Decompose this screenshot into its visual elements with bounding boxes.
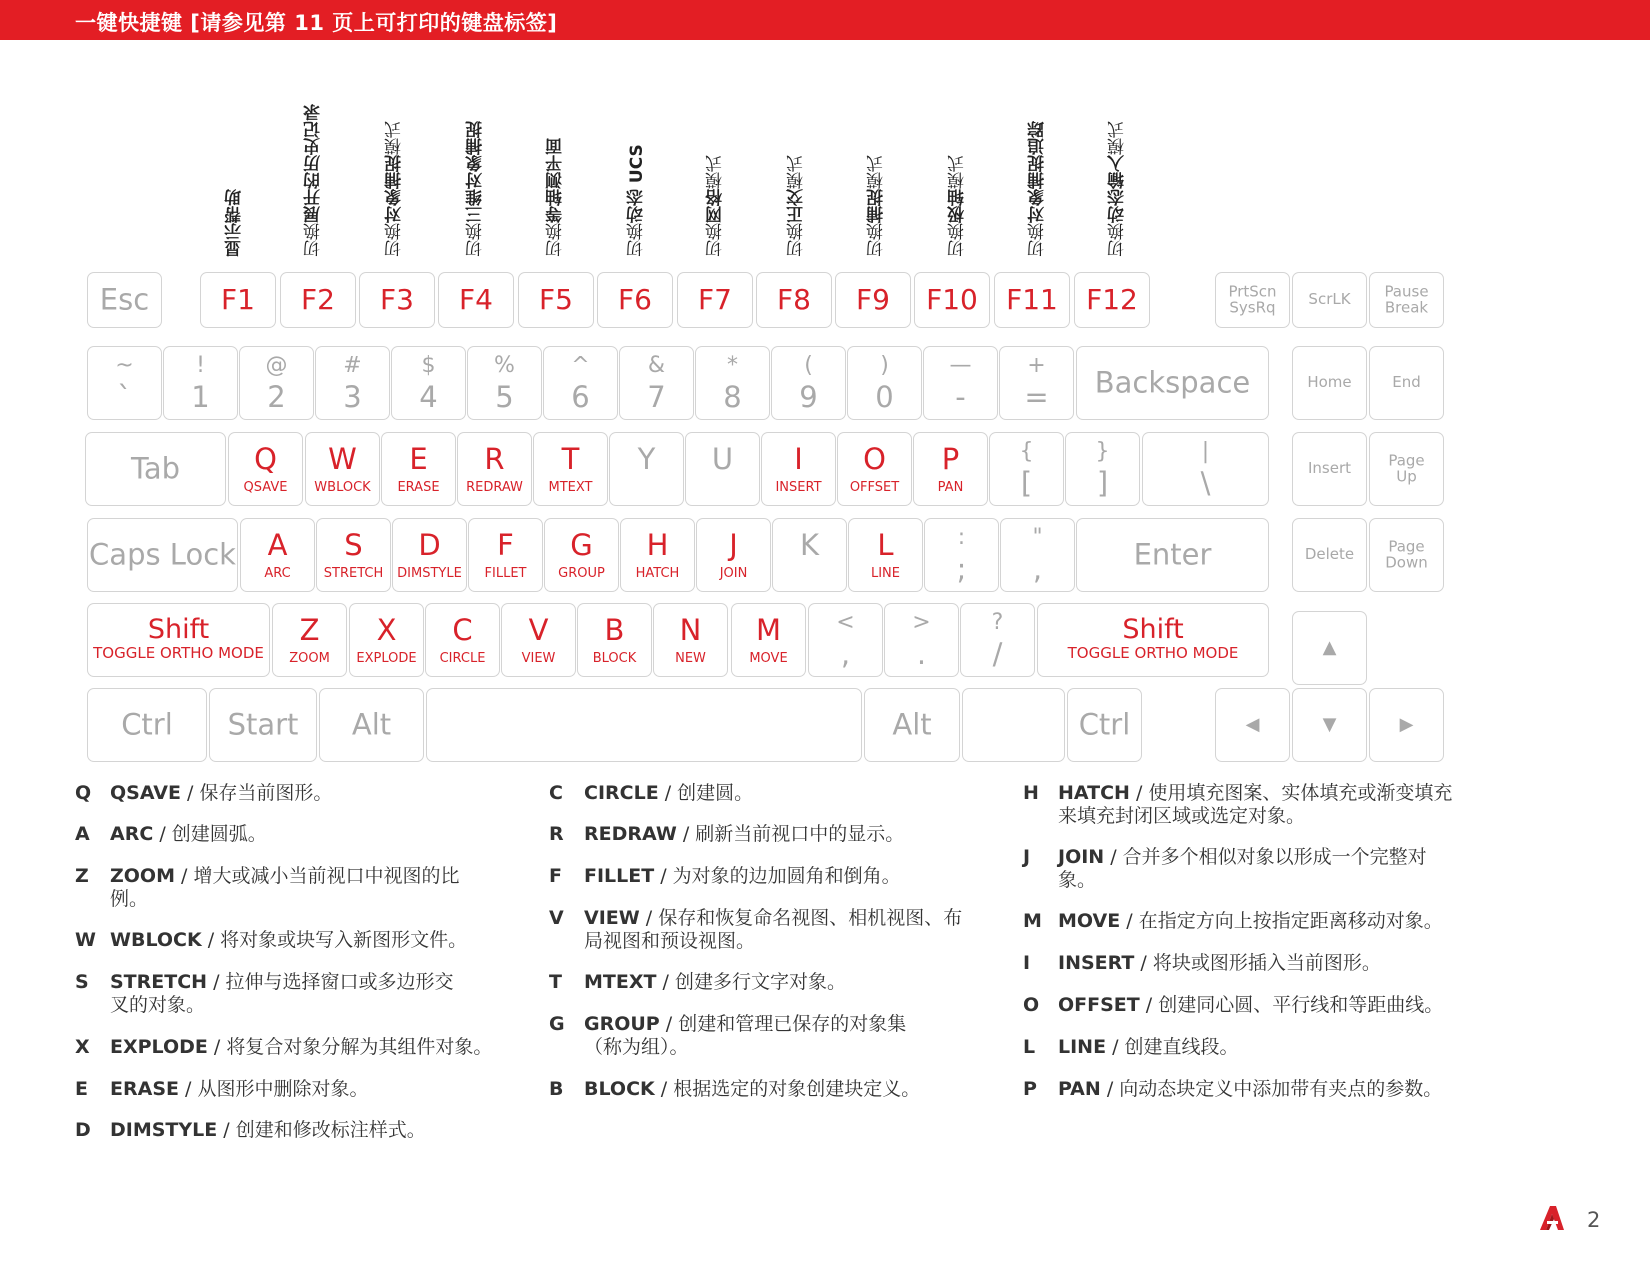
key-label: Shift (1122, 614, 1184, 645)
key-label: S (344, 528, 363, 562)
key-pageup[interactable] (1369, 432, 1444, 506)
key-label: ] (1096, 466, 1109, 500)
key-l[interactable] (848, 518, 923, 592)
key-pause[interactable] (1369, 272, 1444, 328)
key-f4[interactable] (438, 272, 514, 328)
key-shift-label: + (1027, 353, 1046, 378)
key-semicolon[interactable] (924, 518, 999, 592)
key-3[interactable] (315, 346, 390, 420)
key-command: ARC (264, 566, 291, 581)
key-u[interactable] (685, 432, 760, 506)
key-label: 9 (799, 380, 818, 414)
key-command: REDRAW (466, 480, 523, 495)
key-f8[interactable] (756, 272, 832, 328)
key-label: F9 (856, 283, 890, 316)
key-prtscn[interactable] (1215, 272, 1290, 328)
key-label: ScrLK (1308, 290, 1351, 309)
key-period[interactable] (884, 603, 959, 677)
key-label: F4 (459, 283, 493, 316)
key-label: 3 (343, 380, 362, 414)
key-label: Alt (351, 707, 392, 742)
key-i[interactable] (761, 432, 836, 506)
key-n[interactable] (653, 603, 728, 677)
key-comma[interactable] (808, 603, 883, 677)
key-shift-label: ) (880, 353, 889, 378)
key-shift-label: " (1032, 525, 1043, 550)
key-shift-label: ( (804, 353, 813, 378)
key-1[interactable] (163, 346, 238, 420)
key-label: Pause Break (1384, 282, 1429, 316)
key-label: 6 (571, 380, 590, 414)
key-label: A (267, 528, 288, 562)
key-f11[interactable] (994, 272, 1070, 328)
key-label: Q (254, 442, 277, 476)
key-label: 7 (647, 380, 666, 414)
fn-label-f2: 切换展开的历史记录 (304, 104, 324, 257)
key-label: B (604, 613, 625, 647)
key-command: BLOCK (592, 651, 637, 666)
key-label: . (916, 637, 927, 671)
key-label: I (794, 442, 803, 476)
key-label: F8 (777, 283, 811, 316)
fn-label-f9: 切换捕捉模式 (867, 155, 887, 257)
fn-label-f6: 切换动态 UCS (627, 144, 647, 257)
key-scrlk[interactable] (1292, 272, 1367, 328)
key-label: F11 (1006, 283, 1058, 316)
page-title: 一键快捷键 [请参见第 11 页上可打印的键盘标签] (75, 11, 558, 35)
key-shift-label: ~ (115, 353, 134, 378)
key-backtick[interactable] (87, 346, 162, 420)
key-shift-label: : (957, 525, 966, 550)
key-shift-label: < (836, 610, 855, 635)
key-shift-label: > (912, 610, 931, 635)
key-command: INSERT (775, 480, 822, 495)
key-command: ZOOM (289, 651, 330, 666)
key-label: Z (299, 613, 320, 647)
key-label: K (799, 528, 820, 562)
key-label: N (679, 613, 702, 647)
key-alt-right[interactable] (864, 688, 960, 762)
key-t[interactable] (533, 432, 608, 506)
key-label: Tab (130, 451, 181, 486)
key-shift-label: % (494, 353, 515, 378)
key-label: F1 (221, 283, 255, 316)
fn-label-f7: 切换网格模式 (706, 155, 726, 257)
key-label: Insert (1307, 459, 1352, 478)
key-backspace[interactable] (1076, 346, 1269, 420)
key-space[interactable] (426, 688, 862, 762)
key-shift-label: { (1019, 439, 1034, 464)
key-label: ` (117, 380, 132, 414)
key-label: [ (1020, 466, 1033, 500)
key-label: Shift (147, 614, 210, 645)
key-f12[interactable] (1074, 272, 1150, 328)
key-label: 2 (267, 380, 286, 414)
key-label: ; (956, 552, 967, 586)
fn-label-f12: 切换动态输入模式 (1108, 121, 1128, 257)
key-command: MTEXT (548, 480, 593, 495)
key-f6[interactable] (597, 272, 673, 328)
key-esc[interactable] (87, 272, 162, 328)
key-shift-label: ? (991, 610, 1004, 635)
key-e[interactable] (381, 432, 456, 506)
key-shift-label: @ (265, 353, 288, 378)
fn-label-f1: 显示帮助 (225, 189, 245, 257)
key-insert[interactable] (1292, 432, 1367, 506)
key-f1[interactable] (200, 272, 276, 328)
key-label: PrtScn SysRq (1228, 282, 1277, 316)
fn-label-f3: 切换对象捕捉模式 (385, 121, 405, 257)
key-label: Page Up (1388, 451, 1425, 485)
key-2[interactable] (239, 346, 314, 420)
key-command: VIEW (521, 651, 556, 666)
key-ctrl-right[interactable] (1067, 688, 1142, 762)
key-f[interactable] (468, 518, 543, 592)
key-shift-label: } (1095, 439, 1110, 464)
key-command: CIRCLE (439, 651, 486, 666)
key-shift-label: ! (196, 353, 205, 378)
key-shift-label: & (647, 353, 666, 378)
key-command: GROUP (558, 566, 605, 581)
key-label: Page Down (1385, 537, 1428, 571)
key-4[interactable] (391, 346, 466, 420)
key-label: F6 (618, 283, 652, 316)
arrow-right-icon: ▶ (1399, 714, 1414, 735)
arrow-left-icon: ◀ (1245, 714, 1260, 735)
key-h[interactable] (620, 518, 695, 592)
key-quote[interactable] (1000, 518, 1075, 592)
key-command: QSAVE (243, 480, 288, 495)
key-label: 4 (419, 380, 438, 414)
key-arrow-right[interactable] (1369, 688, 1444, 762)
key-caps-lock[interactable] (87, 518, 238, 592)
key-y[interactable] (609, 432, 684, 506)
key-arrow-up[interactable] (1292, 611, 1367, 685)
key-command: LINE (870, 566, 900, 581)
key-command: MOVE (749, 651, 788, 666)
key-label: R (484, 442, 505, 476)
key-label: U (711, 442, 734, 476)
key-shift-label: $ (421, 353, 436, 378)
key-shift-label: — (949, 353, 972, 378)
key-o[interactable] (837, 432, 912, 506)
key-arrow-down[interactable] (1292, 688, 1367, 762)
key-f7[interactable] (677, 272, 753, 328)
key-label: F7 (698, 283, 732, 316)
key-tab[interactable] (85, 432, 226, 506)
key-shift-left[interactable] (87, 603, 270, 677)
key-5[interactable] (467, 346, 542, 420)
key-command: TOGGLE ORTHO MODE (1067, 644, 1239, 662)
key-0[interactable] (847, 346, 922, 420)
key-label: 1 (191, 380, 210, 414)
key-arrow-left[interactable] (1215, 688, 1290, 762)
key-label: D (418, 528, 441, 562)
key-label: Start (227, 707, 299, 742)
key-f9[interactable] (835, 272, 911, 328)
key-label: Esc (99, 282, 150, 317)
key-v[interactable] (501, 603, 576, 677)
key-label: , (1032, 552, 1043, 586)
key-command: NEW (675, 651, 706, 666)
key-end[interactable] (1369, 346, 1444, 420)
key-label: , (840, 637, 851, 671)
key-label: F (497, 528, 514, 562)
key-label: X (376, 613, 397, 647)
key-command: PAN (937, 480, 964, 495)
key-r[interactable] (457, 432, 532, 506)
key-label: V (528, 613, 549, 647)
key-x[interactable] (349, 603, 424, 677)
key-command: STRETCH (323, 566, 384, 581)
key-b[interactable] (577, 603, 652, 677)
key-shift-label: | (1201, 439, 1210, 464)
key-command: EXPLODE (356, 651, 417, 666)
key-label: Backspace (1094, 365, 1251, 400)
key-s[interactable] (316, 518, 391, 592)
fn-label-f8: 切换正交模式 (787, 155, 807, 257)
key-command: HATCH (635, 566, 680, 581)
key-j[interactable] (696, 518, 771, 592)
key-label: 5 (495, 380, 514, 414)
key-f2[interactable] (280, 272, 356, 328)
key-command: WBLOCK (314, 480, 371, 495)
key-label: T (561, 442, 580, 476)
page-number: 2 (1587, 1208, 1601, 1232)
key-p[interactable] (913, 432, 988, 506)
header-bar (0, 0, 1650, 40)
key-command: FILLET (484, 566, 527, 581)
key-slash[interactable] (960, 603, 1035, 677)
key-label: O (863, 442, 886, 476)
key-label: F10 (926, 283, 978, 316)
key-label: J (729, 528, 738, 562)
key-pagedown[interactable] (1369, 518, 1444, 592)
fn-label-f5: 切换等轴测平面 (546, 138, 566, 257)
key-label: L (877, 528, 894, 562)
key-label: Home (1307, 373, 1352, 392)
key-label: 8 (723, 380, 742, 414)
key-label: C (452, 613, 473, 647)
key-enter[interactable] (1076, 518, 1269, 592)
key-command: DIMSTYLE (397, 566, 462, 581)
key-shift-label: * (727, 353, 738, 378)
key-k[interactable] (772, 518, 847, 592)
key-f3[interactable] (359, 272, 435, 328)
key-label: Ctrl (1078, 707, 1131, 742)
key-bracket-right[interactable] (1065, 432, 1140, 506)
key-label: 0 (875, 380, 894, 414)
key-label: Alt (892, 707, 932, 742)
key-shift-right[interactable] (1037, 603, 1269, 677)
key-command: ERASE (397, 480, 440, 495)
key-shift-label: # (343, 353, 362, 378)
key-q[interactable] (228, 432, 303, 506)
key-8[interactable] (695, 346, 770, 420)
key-delete[interactable] (1292, 518, 1367, 592)
fn-label-f4: 切换三维对象捕捉 (466, 121, 486, 257)
key-label: Y (637, 442, 656, 476)
key-a[interactable] (240, 518, 315, 592)
key-z[interactable] (272, 603, 347, 677)
key-minus[interactable] (923, 346, 998, 420)
key-label: W (328, 442, 357, 476)
key-label: Ctrl (121, 707, 173, 742)
key-label: P (941, 442, 960, 476)
key-6[interactable] (543, 346, 618, 420)
arrow-up-icon: ▲ (1322, 637, 1337, 658)
key-label: M (755, 613, 782, 647)
key-label: Delete (1304, 545, 1355, 564)
key-command: TOGGLE ORTHO MODE (93, 644, 264, 662)
key-f5[interactable] (518, 272, 594, 328)
key-home[interactable] (1292, 346, 1367, 420)
key-g[interactable] (544, 518, 619, 592)
key-label: / (992, 637, 1003, 671)
key-7[interactable] (619, 346, 694, 420)
key-d[interactable] (392, 518, 467, 592)
key-m[interactable] (731, 603, 806, 677)
key-label: - (955, 380, 966, 414)
key-c[interactable] (425, 603, 500, 677)
key-label: Enter (1133, 537, 1212, 572)
key-label: = (1024, 380, 1049, 414)
key-shift-label: ^ (571, 353, 590, 378)
key-label: Caps Lock (89, 537, 236, 572)
key-bracket-left[interactable] (989, 432, 1064, 506)
key-backslash[interactable] (1142, 432, 1269, 506)
key-menu[interactable] (962, 688, 1065, 762)
autodesk-logo-icon (1538, 1204, 1566, 1232)
key-start[interactable] (209, 688, 317, 762)
fn-label-f10: 切换极轴模式 (948, 155, 968, 257)
key-label: \ (1200, 466, 1211, 500)
key-alt-left[interactable] (319, 688, 424, 762)
key-equals[interactable] (999, 346, 1074, 420)
key-9[interactable] (771, 346, 846, 420)
key-label: F3 (380, 283, 414, 316)
key-label: F2 (301, 283, 335, 316)
key-label: F12 (1086, 283, 1138, 316)
key-label: End (1392, 373, 1421, 392)
key-label: G (570, 528, 593, 562)
key-ctrl-left[interactable] (87, 688, 207, 762)
key-f10[interactable] (914, 272, 990, 328)
fn-label-f11: 切换对象捕捉追踪 (1028, 121, 1048, 257)
key-label: E (409, 442, 428, 476)
key-label: F5 (539, 283, 573, 316)
key-label: H (646, 528, 669, 562)
key-command: OFFSET (849, 480, 900, 495)
key-w[interactable] (305, 432, 380, 506)
arrow-down-icon: ▼ (1322, 714, 1337, 735)
key-command: JOIN (719, 566, 748, 581)
